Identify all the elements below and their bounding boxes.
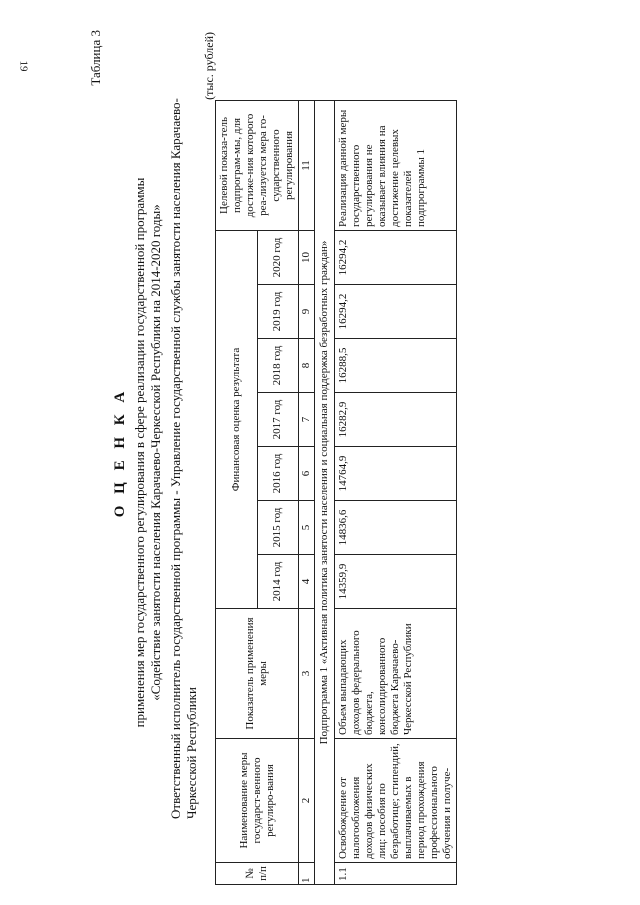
page-number: 19 — [17, 60, 30, 72]
year-header: 2019 год — [257, 285, 299, 339]
row-number: 1.1 — [335, 863, 457, 885]
subprogram-row — [315, 101, 335, 885]
measure-name: Освобождение от налогообложения доходов физических лиц: пособия по безработице; стипендий, выплачиваемых в период прохождения профессионального обучения и получе- — [335, 739, 457, 863]
value-2018: 16288,5 — [335, 339, 457, 393]
responsible-executor: Ответственный исполнитель государственной программы - Управление государственной службы занятости населения Карачаево-Черкесской Республики — [168, 98, 199, 819]
table-label: Таблица 3 — [88, 30, 103, 86]
index-cell: 10 — [299, 231, 315, 285]
col-measure-name-header: Наименование меры государст-венного регулиро-вания — [216, 739, 299, 863]
value-2015: 14836,6 — [335, 501, 457, 555]
index-cell: 11 — [299, 101, 315, 231]
index-cell: 4 — [299, 555, 315, 609]
header-row-1 — [216, 101, 258, 885]
index-cell: 5 — [299, 501, 315, 555]
col-indicator-header: Показатель применения меры — [216, 609, 299, 739]
evaluation-table — [215, 100, 457, 885]
year-header: 2020 год — [257, 231, 299, 285]
subprogram-title: Подпрограмма 1 «Активная политика занятости населения и социальная поддержка безработных граждан» — [315, 101, 335, 885]
year-header: 2016 год — [257, 447, 299, 501]
value-2017: 16282,9 — [335, 393, 457, 447]
financial-evaluation-header: Финансовая оценка результата — [216, 231, 258, 609]
target-indicator: Реализация данной меры государственного регулирования не оказывает влияния на достижение целевых показателей подпрограммы 1 — [335, 101, 457, 231]
document-title: О Ц Е Н К А — [112, 387, 128, 518]
indicator: Объем выпадающих доходов федерального бюджета, консолидированного бюджета Карачаево-Черкесской Республики — [335, 609, 457, 739]
column-index-row — [299, 101, 315, 885]
year-header: 2018 год — [257, 339, 299, 393]
value-2020: 16294,2 — [335, 231, 457, 285]
document-subtitle-line1: применения мер государственного регулирования в сфере реализации государственной программы — [132, 177, 147, 728]
index-cell: 1 — [299, 863, 315, 885]
index-cell: 8 — [299, 339, 315, 393]
year-header: 2015 год — [257, 501, 299, 555]
document-subtitle-line2: «Содействие занятости населения Карачаево-Черкесской Республики на 2014-2020 годы» — [148, 204, 163, 701]
table-row — [335, 101, 457, 885]
index-cell: 3 — [299, 609, 315, 739]
index-cell: 7 — [299, 393, 315, 447]
index-cell: 9 — [299, 285, 315, 339]
year-header: 2014 год — [257, 555, 299, 609]
value-2016: 14764,9 — [335, 447, 457, 501]
index-cell: 6 — [299, 447, 315, 501]
year-header: 2017 год — [257, 393, 299, 447]
col-num-header: № п/п — [216, 863, 299, 885]
index-cell: 2 — [299, 739, 315, 863]
value-2019: 16294,2 — [335, 285, 457, 339]
value-2014: 14359,9 — [335, 555, 457, 609]
col-target-header: Целевой показа-тель подпрограм-мы, для достиже-ния которого реа-лизуется мера го-сударственного регулирования — [216, 101, 299, 231]
units-label: (тыс. рублей) — [202, 32, 216, 100]
